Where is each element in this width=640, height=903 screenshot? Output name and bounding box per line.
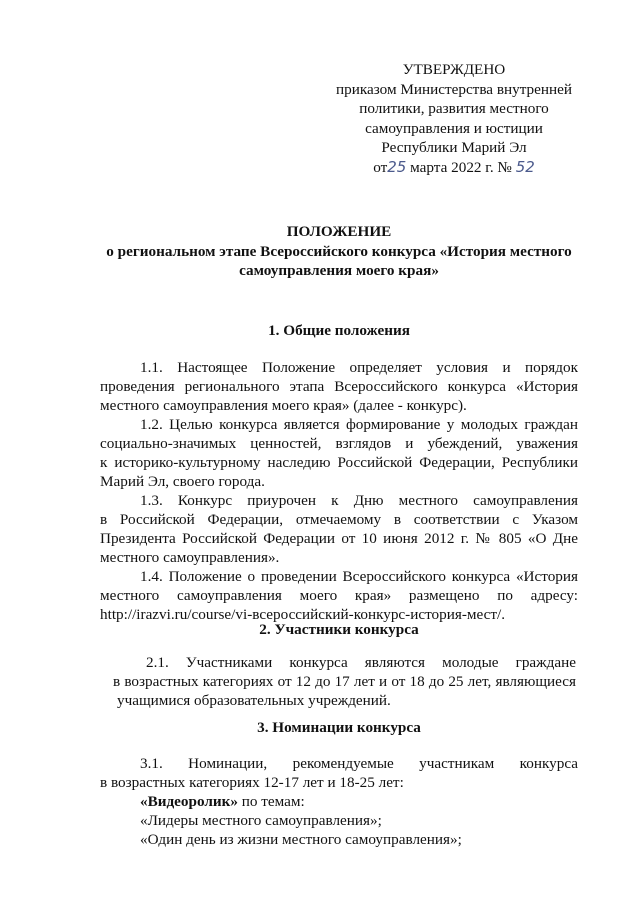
- paragraph-line: к историко-культурному наследию Российской Федерации, Республики: [100, 454, 578, 471]
- section-3-title: 3. Номинации конкурса: [257, 719, 421, 736]
- paragraph-line: 1.1. Настоящее Положение определяет условия и порядок: [140, 359, 578, 376]
- url-line: http://irazvi.ru/course/vi-всероссийский-конкурс-история-мест/.: [100, 606, 506, 623]
- approval-date: [318, 158, 590, 178]
- paragraph-line: 1.2. Целью конкурса является формирование у молодых граждан: [140, 416, 578, 433]
- topic-item: «Лидеры местного самоуправления»;: [140, 812, 382, 829]
- section-1-title: 1. Общие положения: [268, 322, 410, 339]
- title-line: самоуправления моего края»: [239, 262, 439, 279]
- paragraph-line: Президента Российской Федерации от 10 июня 2012 г. № 805 «О Дне: [100, 530, 578, 547]
- paragraph-line: местного самоуправления».: [100, 549, 280, 566]
- paragraph-line: в возрастных категориях 12-17 лет и 18-25 лет:: [100, 774, 404, 791]
- approval-line: политики, развития местного: [359, 100, 549, 117]
- paragraph-line: 1.3. Конкурс приурочен к Дню местного самоуправления: [140, 492, 578, 509]
- paragraph-line: 3.1. Номинации, рекомендуемые участникам конкурса: [140, 755, 578, 772]
- nomination-label: «Видеоролик»: [140, 793, 238, 810]
- paragraph-line: учащимися образовательных учреждений.: [117, 692, 391, 709]
- paragraph-line: проведения регионального этапа Всероссийского конкурса «История: [100, 378, 578, 395]
- date-mid: марта 2022 г. №: [410, 158, 512, 176]
- title-heading: ПОЛОЖЕНИЕ: [286, 223, 392, 240]
- title-line: о региональном этапе Всероссийского конкурса «История местного: [106, 242, 572, 260]
- paragraph-line: местного самоуправления моего края» размещено по адресу:: [100, 587, 578, 604]
- paragraph-line: Марий Эл, своего города.: [100, 473, 265, 490]
- nomination-rest: по темам:: [237, 793, 305, 810]
- approval-line: Республики Марий Эл: [381, 139, 527, 156]
- topic-item: «Один день из жизни местного самоуправления»;: [140, 831, 462, 848]
- paragraph-line: местного самоуправления моего края» (далее - конкурс).: [100, 397, 467, 414]
- paragraph-line: 1.4. Положение о проведении Всероссийского конкурса «История: [140, 568, 578, 585]
- paragraph-line: в возрастных категориях от 12 до 17 лет и от 18 до 25 лет, являющиеся: [113, 673, 576, 690]
- approval-line: приказом Министерства внутренней: [335, 80, 573, 98]
- paragraph-line: социально-значимых ценностей, взглядов и убеждений, уважения: [100, 435, 578, 452]
- approval-block: [318, 60, 590, 177]
- paragraph-line: 2.1. Участниками конкурса являются молодые граждане: [146, 654, 576, 671]
- approval-heading: УТВЕРЖДЕНО: [402, 61, 506, 78]
- document-title: [95, 222, 583, 281]
- handwritten-number: 52: [515, 157, 535, 176]
- approval-line: самоуправления и юстиции: [365, 119, 543, 137]
- nomination-video: [140, 792, 618, 811]
- handwritten-day: 25: [387, 157, 407, 176]
- section-2-title: 2. Участники конкурса: [259, 621, 419, 638]
- date-prefix: от: [373, 158, 388, 176]
- paragraph-line: в Российской Федерации, отмечаемому в соответствии с Указом: [100, 511, 578, 528]
